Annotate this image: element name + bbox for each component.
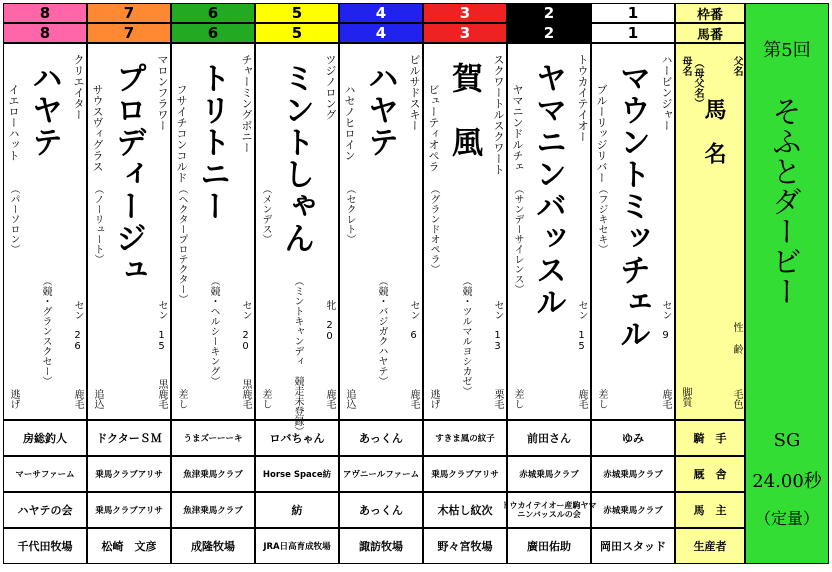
spacer — [660, 320, 671, 330]
coat-color: 鹿毛 — [72, 389, 83, 409]
dam-name: フサイチコンコルド — [175, 84, 188, 183]
age: 6 — [408, 330, 419, 341]
horse-column — [171, 43, 255, 420]
sire-name: ツジノロング — [324, 54, 337, 120]
umaban-number: 8 — [3, 23, 87, 43]
sex-age — [660, 300, 670, 341]
spacer — [72, 320, 83, 330]
trainer-name: 魚津乗馬クラブ — [171, 456, 255, 492]
trainer-name: アヴニールファーム — [339, 456, 423, 492]
umaban-number: 3 — [423, 23, 507, 43]
sex-age — [492, 300, 502, 352]
running-style: 追込 — [92, 389, 103, 409]
jockey-header: 騎 手 — [675, 420, 745, 456]
sex-age — [576, 300, 586, 352]
damsire-name: （サンデーサイレンス） — [512, 184, 523, 294]
horse-column — [507, 43, 591, 420]
sire-name: ハービンジャー — [660, 54, 673, 131]
breeder-name: JRA日高育成牧場 — [255, 528, 339, 564]
dam-name: ハセノヒロイン — [343, 84, 356, 161]
waku-number: 2 — [507, 3, 591, 23]
dam-label: 母名 — [680, 56, 691, 76]
owner-name: 木枯し紋次 — [423, 492, 507, 528]
age: 13 — [492, 330, 503, 352]
racing-name-note: （競・グランスクセー） — [40, 276, 51, 386]
damsire-name: （フジキセキ） — [596, 184, 607, 254]
jockey-name: 房総釣人 — [3, 420, 87, 456]
horse-name: プロディージュ — [110, 62, 146, 286]
waku-header: 枠番 — [675, 3, 745, 23]
racing-name-note: （競・バジガクハヤテ） — [376, 276, 387, 386]
jockey-name: ゆみ — [591, 420, 675, 456]
waku-number: 8 — [3, 3, 87, 23]
owner-name: 魚津乗馬クラブ — [171, 492, 255, 528]
sex-age — [72, 300, 82, 352]
trainer-name: 乗馬クラブアリサ — [87, 456, 171, 492]
age: 26 — [72, 330, 83, 352]
waku-number: 3 — [423, 3, 507, 23]
breeder-name: 成隆牧場 — [171, 528, 255, 564]
damsire-name: （ノーリュート） — [92, 184, 103, 264]
racing-name-note: （ミントキャンディ 競走未登録） — [292, 276, 303, 436]
trainer-name: 赤城乗馬クラブ — [507, 456, 591, 492]
race-panel — [745, 3, 829, 564]
age: 20 — [324, 320, 335, 342]
breeder-name: 松崎 文彦 — [87, 528, 171, 564]
race-title: そふとダービー — [766, 96, 801, 306]
umaban-number: 6 — [171, 23, 255, 43]
owner-name: 乗馬クラブアリサ — [87, 492, 171, 528]
horse-column — [591, 43, 675, 420]
horse-column — [255, 43, 339, 436]
trainer-header: 厩 舎 — [675, 456, 745, 492]
sire-name: スクワートルスクワート — [492, 54, 505, 175]
age-label: 齢 — [731, 344, 742, 354]
owner-name: ハヤテの会 — [3, 492, 87, 528]
breeder-name: 廣田佑助 — [507, 528, 591, 564]
coat-color: 鹿毛 — [324, 389, 335, 409]
horse-name: マウントミッチェル — [614, 62, 650, 350]
sire-name: クリエイター — [72, 54, 85, 120]
sex: セン — [240, 300, 251, 320]
trainer-name: 乗馬クラブアリサ — [423, 456, 507, 492]
running-style: 差し — [260, 389, 271, 409]
sex-age — [240, 300, 250, 352]
header-label-column — [675, 43, 745, 420]
waku-number: 7 — [87, 3, 171, 23]
horse-name: ハヤテ — [362, 62, 398, 158]
jockey-name: すきま風の紋子 — [423, 420, 507, 456]
trainer-name: マーサファーム — [3, 456, 87, 492]
sex: 牝 — [324, 300, 335, 310]
coat-color: 黒鹿毛 — [240, 379, 251, 409]
horse-name: ハヤテ — [26, 62, 62, 158]
damsire-name: （セクレト） — [344, 184, 355, 244]
sex: セン — [156, 300, 167, 320]
trainer-name: 赤城乗馬クラブ — [591, 456, 675, 492]
coat-color: 鹿毛 — [576, 389, 587, 409]
sex-label: 性 — [731, 322, 742, 332]
running-style: 逃げ — [8, 389, 19, 409]
owner-name-line: ニンバッスルの会 — [517, 510, 581, 519]
owner-name: 紡 — [255, 492, 339, 528]
spacer — [156, 320, 167, 330]
coat-color: 黒鹿毛 — [156, 379, 167, 409]
age: 15 — [156, 330, 167, 352]
umaban-number: 5 — [255, 23, 339, 43]
horse-name: トリトニー — [194, 62, 230, 222]
sex: セン — [576, 300, 587, 320]
umaban-number: 1 — [591, 23, 675, 43]
jockey-name: 前田さん — [507, 420, 591, 456]
owner-name-line: トウカイテイオー産駒ヤマ — [501, 500, 597, 510]
waku-number: 5 — [255, 3, 339, 23]
jockey-name: うまズーーーキ — [171, 420, 255, 456]
running-style: 差し — [176, 389, 187, 409]
owner-name — [501, 492, 597, 528]
horse-name: 賀 風 — [446, 62, 482, 158]
sire-name: チャーミングボニー — [240, 54, 253, 153]
sire-name: ビルサドスキー — [408, 54, 421, 131]
dam-name: イエローハット — [7, 84, 20, 161]
umaban-number: 7 — [87, 23, 171, 43]
owner-name: あっくん — [339, 492, 423, 528]
running-style: 差し — [596, 389, 607, 409]
sex-age — [408, 300, 418, 341]
waku-number: 4 — [339, 3, 423, 23]
sex: セン — [660, 300, 671, 320]
dam-name: サウスヴィグラス — [91, 84, 104, 172]
color-label: 毛色 — [731, 389, 742, 409]
breeder-header: 生産者 — [675, 528, 745, 564]
waku-number: 6 — [171, 3, 255, 23]
running-style: 追込 — [344, 389, 355, 409]
umaban-header: 馬番 — [675, 23, 745, 43]
horse-name: ミントしゃん — [278, 62, 314, 254]
trainer-name: Horse Space紡 — [255, 456, 339, 492]
sire-label: 父名 — [731, 56, 742, 76]
breeder-name: 岡田スタッド — [591, 528, 675, 564]
dam-name: ブルーリッジリバー — [595, 84, 608, 183]
age: 9 — [660, 330, 671, 341]
waku-number: 1 — [591, 3, 675, 23]
race-time: 24.00秒 — [752, 471, 822, 492]
damsire-name: （メンデス） — [260, 184, 271, 244]
horse-column — [339, 43, 423, 420]
coat-color: 鹿毛 — [660, 389, 671, 409]
damsire-name: （ヘクタープロテクター） — [176, 184, 187, 304]
race-card — [3, 3, 829, 569]
owner-header: 馬 主 — [675, 492, 745, 528]
owner-name: 赤城乗馬クラブ — [591, 492, 675, 528]
race-round: 第5回 — [763, 40, 811, 61]
age: 15 — [576, 330, 587, 352]
name-label: 馬 名 — [701, 98, 726, 164]
horse-column — [3, 43, 87, 420]
sire-name: トウカイテイオー — [576, 54, 589, 142]
coat-color: 鹿毛 — [408, 389, 419, 409]
damsire-label: （母父名） — [692, 58, 703, 108]
sire-name: マロンフラワー — [156, 54, 169, 131]
horse-column — [423, 43, 507, 420]
sex-age — [324, 300, 334, 342]
breeder-name: 諏訪牧場 — [339, 528, 423, 564]
sex: セン — [408, 300, 419, 320]
running-style: 差し — [512, 389, 523, 409]
umaban-number: 2 — [507, 23, 591, 43]
sex: セン — [492, 300, 503, 320]
damsire-name: （グランドオペラ） — [428, 184, 439, 274]
race-grade: SG — [773, 430, 801, 451]
umaban-number: 4 — [339, 23, 423, 43]
spacer — [492, 320, 503, 330]
horse-column — [87, 43, 171, 420]
jockey-name: ドクターＳＭ — [87, 420, 171, 456]
style-label: 脚質 — [680, 387, 691, 407]
racing-name-note: （競・ヘルシーキング） — [208, 276, 219, 386]
jockey-name: あっくん — [339, 420, 423, 456]
coat-color: 栗毛 — [492, 389, 503, 409]
spacer — [324, 310, 335, 320]
spacer — [240, 320, 251, 330]
spacer — [576, 320, 587, 330]
running-style: 逃げ — [428, 389, 439, 409]
sex-age — [156, 300, 166, 352]
age: 20 — [240, 330, 251, 352]
breeder-name: 野々宮牧場 — [423, 528, 507, 564]
breeder-name: 千代田牧場 — [3, 528, 87, 564]
jockey-name: ロバちゃん — [255, 420, 339, 456]
damsire-name: （パーソロン） — [8, 184, 19, 254]
dam-name: ビューティオペラ — [427, 84, 440, 172]
spacer — [408, 320, 419, 330]
race-weight-rule: （定量） — [754, 509, 819, 528]
sex: セン — [72, 300, 83, 320]
dam-name: ヤマニンドルチェ — [511, 84, 524, 172]
racing-name-note: （競・ツルマルヨシカゼ） — [460, 276, 471, 396]
horse-name: ヤマニンバッスル — [530, 62, 566, 318]
